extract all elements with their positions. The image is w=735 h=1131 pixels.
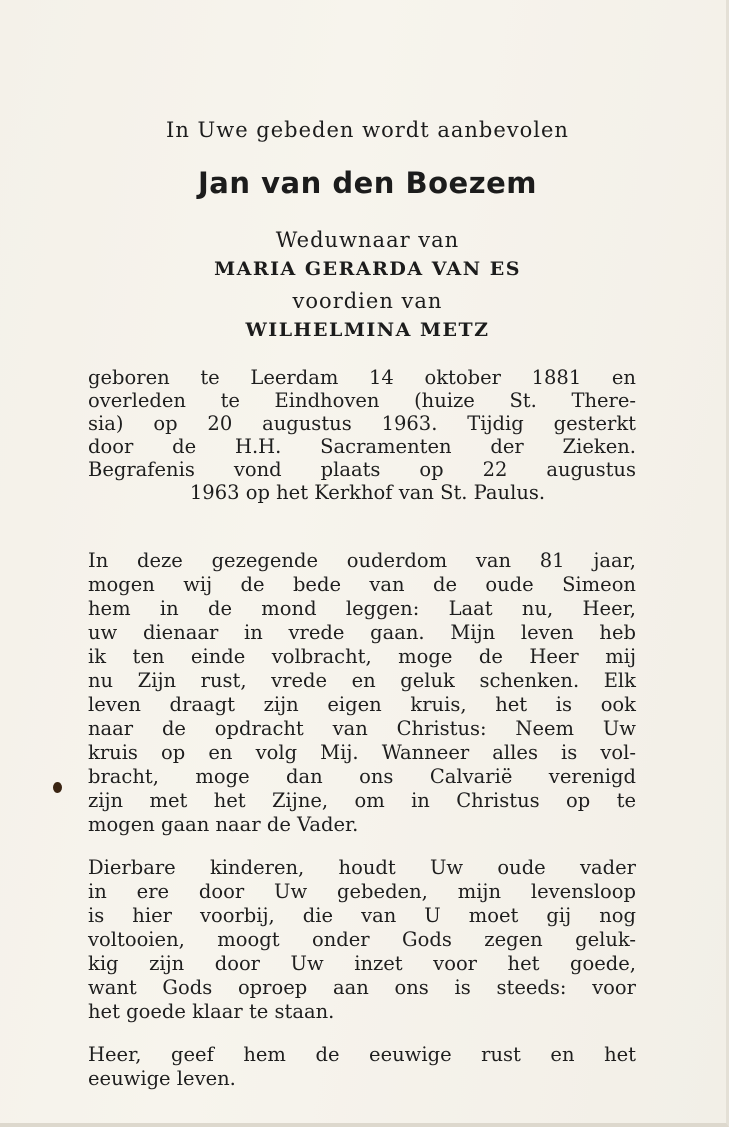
paragraph-line: leven draagt zijn eigen kruis, het is ook	[88, 693, 636, 716]
paragraph-line: is hier voorbij, die van U moet gij nog	[88, 904, 636, 927]
widower-label: Weduwnaar van	[275, 228, 460, 252]
paragraph-line: eeuwige leven.	[88, 1067, 236, 1090]
stain-mark	[53, 782, 62, 793]
bio-line	[88, 412, 636, 435]
paragraph-line: voltooien, moogt onder Gods zegen geluk-	[88, 928, 636, 951]
paragraph-line: kruis op en volg Mij. Wanneer alles is vol-	[88, 741, 636, 764]
paragraph-line: in ere door Uw gebeden, mijn levensloop	[88, 880, 636, 903]
paragraph-line: nu Zijn rust, vrede en geluk schenken. Elk	[88, 669, 636, 692]
previously-label: voordien van	[292, 289, 443, 313]
paragraph-line: hem in de mond leggen: Laat nu, Heer,	[88, 597, 636, 620]
paragraph-line: zijn met het Zijne, om in Christus op te	[88, 789, 636, 812]
paragraph-line: want Gods oproep aan ons is steeds: voor	[88, 976, 636, 999]
spouse-second: WILHELMINA METZ	[245, 319, 490, 341]
paragraph-line: In deze gezegende ouderdom van 81 jaar,	[88, 549, 636, 572]
bio-line: door de H.H. Sacramenten der Zieken.	[88, 435, 636, 458]
paragraph-line: kig zijn door Uw inzet voor het goede,	[88, 952, 636, 975]
paragraph-line: bracht, moge dan ons Calvarië verenigd	[88, 765, 636, 788]
bio-line-part: sia) op 20 augustus 1963. Tijdig gesterkt	[88, 412, 636, 435]
deceased-name: Jan van den Boezem	[198, 166, 537, 200]
bio-line	[88, 389, 636, 412]
bio-line: 1963 op het Kerkhof van St. Paulus.	[189, 481, 546, 504]
paragraph-line: uw dienaar in vrede gaan. Mijn leven heb	[88, 621, 636, 644]
paragraph-line: mogen wij de bede van de oude Simeon	[88, 573, 636, 596]
paragraph-line: Dierbare kinderen, houdt Uw oude vader	[88, 856, 636, 879]
bio-line: Begrafenis vond plaats op 22 augustus	[88, 458, 636, 481]
spouse-first: MARIA GERARDA VAN ES	[214, 258, 521, 280]
intro-line: In Uwe gebeden wordt aanbevolen	[166, 118, 569, 142]
paragraph-line: mogen gaan naar de Vader.	[88, 813, 359, 836]
bio-line: geboren te Leerdam 14 oktober 1881 en	[88, 366, 636, 389]
paragraph-line: het goede klaar te staan.	[88, 1000, 335, 1023]
paragraph-line: naar de opdracht van Christus: Neem Uw	[88, 717, 636, 740]
paragraph-line: Heer, geef hem de eeuwige rust en het	[88, 1043, 636, 1066]
bio-line-part: overleden te Eindhoven (huize St. There-	[88, 389, 636, 412]
paragraph-line: ik ten einde volbracht, moge de Heer mij	[88, 645, 636, 668]
